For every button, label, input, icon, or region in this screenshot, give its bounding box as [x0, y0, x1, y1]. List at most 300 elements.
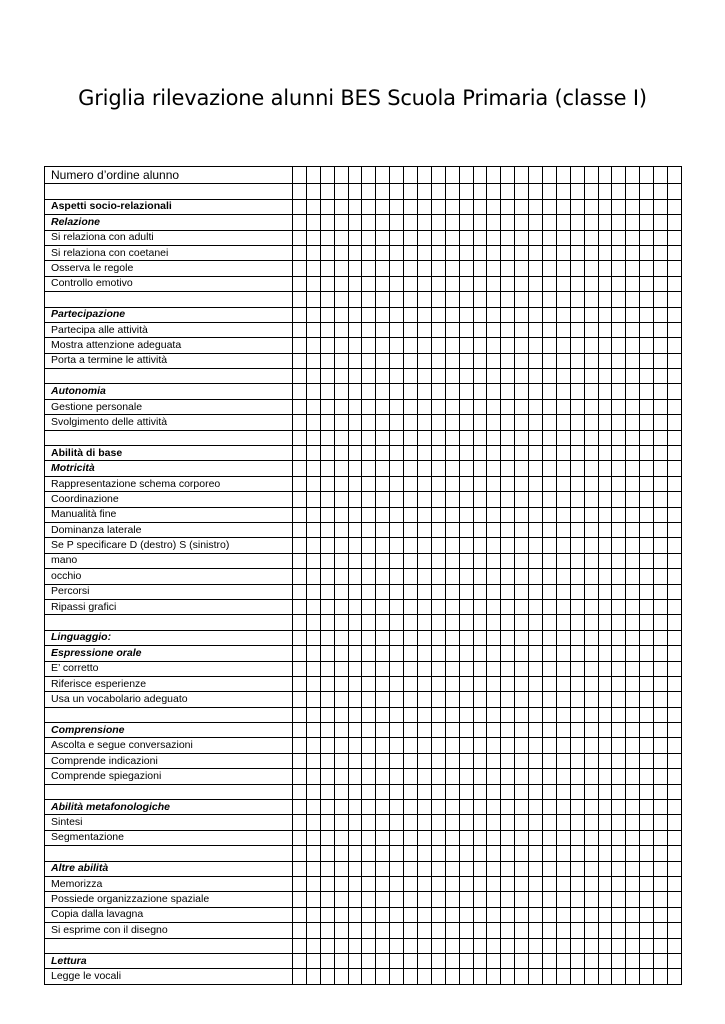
student-cell[interactable]: [362, 307, 376, 322]
student-cell[interactable]: [320, 599, 334, 614]
student-cell[interactable]: [348, 707, 362, 722]
student-cell[interactable]: [431, 723, 445, 738]
student-cell[interactable]: [293, 446, 307, 461]
student-cell[interactable]: [431, 830, 445, 845]
student-cell[interactable]: [556, 507, 570, 522]
student-cell[interactable]: [431, 338, 445, 353]
student-cell[interactable]: [612, 522, 626, 537]
student-cell[interactable]: [293, 353, 307, 368]
student-cell[interactable]: [654, 446, 668, 461]
student-cell[interactable]: [473, 184, 487, 199]
student-cell[interactable]: [431, 907, 445, 922]
student-cell[interactable]: [376, 584, 390, 599]
student-cell[interactable]: [334, 245, 348, 260]
student-cell[interactable]: [654, 738, 668, 753]
student-cell[interactable]: [640, 584, 654, 599]
student-cell[interactable]: [654, 353, 668, 368]
student-cell[interactable]: [334, 569, 348, 584]
student-cell[interactable]: [626, 830, 640, 845]
student-cell[interactable]: [362, 830, 376, 845]
student-cell[interactable]: [293, 538, 307, 553]
student-cell[interactable]: [404, 538, 418, 553]
student-cell[interactable]: [570, 723, 584, 738]
student-cell[interactable]: [306, 599, 320, 614]
student-cell[interactable]: [418, 307, 432, 322]
student-cell[interactable]: [612, 784, 626, 799]
student-cell[interactable]: [431, 492, 445, 507]
student-cell[interactable]: [515, 553, 529, 568]
student-cell[interactable]: [654, 969, 668, 984]
student-cell[interactable]: [515, 230, 529, 245]
student-cell[interactable]: [348, 507, 362, 522]
student-cell[interactable]: [390, 322, 404, 337]
student-cell[interactable]: [556, 599, 570, 614]
student-cell[interactable]: [418, 338, 432, 353]
student-cell[interactable]: [529, 415, 543, 430]
student-cell[interactable]: [376, 723, 390, 738]
student-cell[interactable]: [348, 199, 362, 214]
student-cell[interactable]: [515, 461, 529, 476]
student-cell[interactable]: [293, 615, 307, 630]
student-cell[interactable]: [487, 199, 501, 214]
student-cell[interactable]: [418, 538, 432, 553]
student-cell[interactable]: [529, 338, 543, 353]
student-cell[interactable]: [515, 569, 529, 584]
student-cell[interactable]: [626, 815, 640, 830]
student-cell[interactable]: [584, 599, 598, 614]
student-cell[interactable]: [445, 892, 459, 907]
student-cell[interactable]: [668, 261, 682, 276]
student-cell[interactable]: [626, 876, 640, 891]
student-cell[interactable]: [668, 476, 682, 491]
student-cell[interactable]: [431, 184, 445, 199]
student-cell[interactable]: [515, 538, 529, 553]
student-cell[interactable]: [348, 461, 362, 476]
student-cell[interactable]: [348, 892, 362, 907]
student-cell[interactable]: [598, 584, 612, 599]
student-cell[interactable]: [473, 953, 487, 968]
student-cell[interactable]: [445, 830, 459, 845]
student-cell[interactable]: [556, 661, 570, 676]
student-cell[interactable]: [654, 846, 668, 861]
student-cell[interactable]: [348, 661, 362, 676]
student-cell[interactable]: [459, 492, 473, 507]
student-cell[interactable]: [501, 861, 515, 876]
student-cell[interactable]: [334, 938, 348, 953]
student-cell[interactable]: [612, 738, 626, 753]
student-cell[interactable]: [431, 538, 445, 553]
student-cell[interactable]: [362, 553, 376, 568]
student-cell[interactable]: [640, 476, 654, 491]
student-cell[interactable]: [584, 784, 598, 799]
student-cell[interactable]: [556, 615, 570, 630]
student-cell[interactable]: [543, 738, 557, 753]
student-cell[interactable]: [543, 646, 557, 661]
student-cell[interactable]: [418, 615, 432, 630]
student-cell[interactable]: [418, 507, 432, 522]
student-cell[interactable]: [320, 199, 334, 214]
student-cell[interactable]: [487, 307, 501, 322]
student-cell[interactable]: [529, 953, 543, 968]
student-cell[interactable]: [362, 630, 376, 645]
student-cell[interactable]: [584, 876, 598, 891]
student-cell[interactable]: [529, 923, 543, 938]
student-cell[interactable]: [404, 461, 418, 476]
student-cell[interactable]: [459, 261, 473, 276]
student-cell[interactable]: [501, 399, 515, 414]
student-cell[interactable]: [598, 215, 612, 230]
student-cell[interactable]: [404, 846, 418, 861]
student-cell[interactable]: [543, 830, 557, 845]
student-cell[interactable]: [334, 769, 348, 784]
student-cell[interactable]: [556, 230, 570, 245]
student-cell[interactable]: [418, 630, 432, 645]
student-cell[interactable]: [348, 322, 362, 337]
student-cell[interactable]: [487, 630, 501, 645]
student-cell[interactable]: [556, 415, 570, 430]
student-cell[interactable]: [348, 476, 362, 491]
student-cell[interactable]: [668, 461, 682, 476]
student-cell[interactable]: [626, 307, 640, 322]
student-cell[interactable]: [445, 461, 459, 476]
student-cell[interactable]: [362, 461, 376, 476]
student-cell[interactable]: [668, 630, 682, 645]
student-cell[interactable]: [515, 199, 529, 214]
student-cell[interactable]: [459, 953, 473, 968]
student-cell[interactable]: [320, 507, 334, 522]
student-cell[interactable]: [654, 584, 668, 599]
student-cell[interactable]: [473, 461, 487, 476]
student-cell[interactable]: [431, 276, 445, 291]
student-cell[interactable]: [487, 892, 501, 907]
student-cell[interactable]: [459, 369, 473, 384]
student-cell[interactable]: [654, 723, 668, 738]
student-cell[interactable]: [556, 245, 570, 260]
student-cell[interactable]: [306, 245, 320, 260]
student-cell[interactable]: [515, 769, 529, 784]
student-cell[interactable]: [626, 184, 640, 199]
student-cell[interactable]: [570, 369, 584, 384]
student-cell[interactable]: [598, 430, 612, 445]
student-cell[interactable]: [459, 738, 473, 753]
student-cell[interactable]: [390, 569, 404, 584]
student-cell[interactable]: [362, 692, 376, 707]
student-cell[interactable]: [404, 307, 418, 322]
student-cell[interactable]: [445, 322, 459, 337]
student-cell[interactable]: [376, 199, 390, 214]
student-cell[interactable]: [584, 584, 598, 599]
student-cell[interactable]: [348, 923, 362, 938]
student-cell[interactable]: [334, 953, 348, 968]
student-cell[interactable]: [445, 630, 459, 645]
student-cell[interactable]: [598, 923, 612, 938]
student-cell[interactable]: [334, 800, 348, 815]
student-cell[interactable]: [362, 753, 376, 768]
student-cell[interactable]: [584, 338, 598, 353]
student-cell[interactable]: [404, 569, 418, 584]
student-cell[interactable]: [598, 876, 612, 891]
student-cell[interactable]: [404, 199, 418, 214]
student-cell[interactable]: [529, 692, 543, 707]
student-cell[interactable]: [501, 599, 515, 614]
student-cell[interactable]: [640, 907, 654, 922]
student-cell[interactable]: [543, 876, 557, 891]
student-cell[interactable]: [626, 384, 640, 399]
student-cell[interactable]: [543, 861, 557, 876]
student-cell[interactable]: [654, 184, 668, 199]
student-cell[interactable]: [348, 215, 362, 230]
student-cell[interactable]: [376, 953, 390, 968]
student-cell[interactable]: [445, 784, 459, 799]
student-cell[interactable]: [584, 292, 598, 307]
student-cell[interactable]: [459, 353, 473, 368]
student-cell[interactable]: [459, 476, 473, 491]
student-cell[interactable]: [640, 661, 654, 676]
student-cell[interactable]: [445, 415, 459, 430]
student-cell[interactable]: [404, 415, 418, 430]
student-cell[interactable]: [543, 353, 557, 368]
student-cell[interactable]: [459, 415, 473, 430]
student-cell[interactable]: [487, 338, 501, 353]
student-cell[interactable]: [459, 892, 473, 907]
student-cell[interactable]: [445, 476, 459, 491]
student-cell[interactable]: [320, 800, 334, 815]
student-cell[interactable]: [431, 692, 445, 707]
student-cell[interactable]: [306, 815, 320, 830]
student-cell[interactable]: [348, 723, 362, 738]
student-cell[interactable]: [654, 292, 668, 307]
student-cell[interactable]: [668, 584, 682, 599]
student-cell[interactable]: [543, 953, 557, 968]
student-cell[interactable]: [668, 199, 682, 214]
student-cell[interactable]: [501, 723, 515, 738]
student-cell[interactable]: [348, 615, 362, 630]
student-cell[interactable]: [668, 676, 682, 691]
student-cell[interactable]: [501, 199, 515, 214]
student-cell[interactable]: [640, 369, 654, 384]
student-cell[interactable]: [376, 184, 390, 199]
student-cell[interactable]: [306, 461, 320, 476]
student-cell[interactable]: [334, 538, 348, 553]
student-cell[interactable]: [418, 199, 432, 214]
student-cell[interactable]: [348, 399, 362, 414]
student-cell[interactable]: [418, 923, 432, 938]
student-cell[interactable]: [445, 584, 459, 599]
student-cell[interactable]: [584, 446, 598, 461]
student-cell[interactable]: [431, 553, 445, 568]
student-cell[interactable]: [348, 292, 362, 307]
student-cell[interactable]: [418, 384, 432, 399]
student-cell[interactable]: [556, 707, 570, 722]
student-cell[interactable]: [570, 322, 584, 337]
student-cell[interactable]: [487, 676, 501, 691]
student-cell[interactable]: [418, 907, 432, 922]
student-cell[interactable]: [334, 384, 348, 399]
student-cell[interactable]: [362, 215, 376, 230]
student-cell[interactable]: [626, 723, 640, 738]
student-cell[interactable]: [570, 276, 584, 291]
student-cell[interactable]: [334, 492, 348, 507]
student-cell[interactable]: [556, 476, 570, 491]
student-cell[interactable]: [431, 938, 445, 953]
student-cell[interactable]: [293, 492, 307, 507]
student-cell[interactable]: [598, 769, 612, 784]
student-cell[interactable]: [529, 476, 543, 491]
student-cell[interactable]: [654, 430, 668, 445]
student-cell[interactable]: [418, 769, 432, 784]
student-cell[interactable]: [293, 276, 307, 291]
student-cell[interactable]: [306, 692, 320, 707]
student-cell[interactable]: [529, 322, 543, 337]
student-cell[interactable]: [543, 384, 557, 399]
student-cell[interactable]: [348, 769, 362, 784]
student-cell[interactable]: [612, 167, 626, 184]
student-cell[interactable]: [376, 167, 390, 184]
student-cell[interactable]: [626, 784, 640, 799]
student-cell[interactable]: [543, 307, 557, 322]
student-cell[interactable]: [431, 569, 445, 584]
student-cell[interactable]: [418, 661, 432, 676]
student-cell[interactable]: [515, 167, 529, 184]
student-cell[interactable]: [293, 553, 307, 568]
student-cell[interactable]: [501, 446, 515, 461]
student-cell[interactable]: [306, 630, 320, 645]
student-cell[interactable]: [640, 167, 654, 184]
student-cell[interactable]: [529, 615, 543, 630]
student-cell[interactable]: [598, 369, 612, 384]
student-cell[interactable]: [390, 661, 404, 676]
student-cell[interactable]: [640, 307, 654, 322]
student-cell[interactable]: [390, 676, 404, 691]
student-cell[interactable]: [598, 599, 612, 614]
student-cell[interactable]: [404, 738, 418, 753]
student-cell[interactable]: [598, 199, 612, 214]
student-cell[interactable]: [501, 230, 515, 245]
student-cell[interactable]: [612, 492, 626, 507]
student-cell[interactable]: [612, 353, 626, 368]
student-cell[interactable]: [626, 476, 640, 491]
student-cell[interactable]: [640, 538, 654, 553]
student-cell[interactable]: [320, 553, 334, 568]
student-cell[interactable]: [362, 399, 376, 414]
student-cell[interactable]: [473, 322, 487, 337]
student-cell[interactable]: [584, 753, 598, 768]
student-cell[interactable]: [459, 276, 473, 291]
student-cell[interactable]: [612, 369, 626, 384]
student-cell[interactable]: [654, 953, 668, 968]
student-cell[interactable]: [418, 830, 432, 845]
student-cell[interactable]: [570, 923, 584, 938]
student-cell[interactable]: [431, 384, 445, 399]
student-cell[interactable]: [418, 646, 432, 661]
student-cell[interactable]: [640, 522, 654, 537]
student-cell[interactable]: [515, 492, 529, 507]
student-cell[interactable]: [501, 322, 515, 337]
student-cell[interactable]: [404, 938, 418, 953]
student-cell[interactable]: [515, 322, 529, 337]
student-cell[interactable]: [293, 784, 307, 799]
student-cell[interactable]: [334, 615, 348, 630]
student-cell[interactable]: [431, 507, 445, 522]
student-cell[interactable]: [570, 800, 584, 815]
student-cell[interactable]: [390, 553, 404, 568]
student-cell[interactable]: [668, 953, 682, 968]
student-cell[interactable]: [376, 646, 390, 661]
student-cell[interactable]: [348, 276, 362, 291]
student-cell[interactable]: [556, 584, 570, 599]
student-cell[interactable]: [668, 215, 682, 230]
student-cell[interactable]: [390, 307, 404, 322]
student-cell[interactable]: [431, 676, 445, 691]
student-cell[interactable]: [306, 230, 320, 245]
student-cell[interactable]: [556, 846, 570, 861]
student-cell[interactable]: [293, 707, 307, 722]
student-cell[interactable]: [640, 615, 654, 630]
student-cell[interactable]: [390, 599, 404, 614]
student-cell[interactable]: [362, 184, 376, 199]
student-cell[interactable]: [376, 245, 390, 260]
student-cell[interactable]: [306, 476, 320, 491]
student-cell[interactable]: [570, 261, 584, 276]
student-cell[interactable]: [348, 446, 362, 461]
student-cell[interactable]: [293, 769, 307, 784]
student-cell[interactable]: [543, 322, 557, 337]
student-cell[interactable]: [431, 707, 445, 722]
student-cell[interactable]: [515, 384, 529, 399]
student-cell[interactable]: [473, 599, 487, 614]
student-cell[interactable]: [320, 738, 334, 753]
student-cell[interactable]: [445, 245, 459, 260]
student-cell[interactable]: [390, 461, 404, 476]
student-cell[interactable]: [306, 276, 320, 291]
student-cell[interactable]: [459, 584, 473, 599]
student-cell[interactable]: [334, 784, 348, 799]
student-cell[interactable]: [431, 646, 445, 661]
student-cell[interactable]: [612, 723, 626, 738]
student-cell[interactable]: [320, 769, 334, 784]
student-cell[interactable]: [362, 892, 376, 907]
student-cell[interactable]: [612, 661, 626, 676]
student-cell[interactable]: [404, 167, 418, 184]
student-cell[interactable]: [501, 307, 515, 322]
student-cell[interactable]: [556, 676, 570, 691]
student-cell[interactable]: [404, 245, 418, 260]
student-cell[interactable]: [376, 215, 390, 230]
student-cell[interactable]: [654, 230, 668, 245]
student-cell[interactable]: [654, 784, 668, 799]
student-cell[interactable]: [376, 769, 390, 784]
student-cell[interactable]: [293, 661, 307, 676]
student-cell[interactable]: [306, 753, 320, 768]
student-cell[interactable]: [626, 446, 640, 461]
student-cell[interactable]: [626, 415, 640, 430]
student-cell[interactable]: [418, 738, 432, 753]
student-cell[interactable]: [640, 261, 654, 276]
student-cell[interactable]: [515, 615, 529, 630]
student-cell[interactable]: [612, 692, 626, 707]
student-cell[interactable]: [612, 907, 626, 922]
student-cell[interactable]: [306, 307, 320, 322]
student-cell[interactable]: [570, 553, 584, 568]
student-cell[interactable]: [515, 784, 529, 799]
student-cell[interactable]: [598, 492, 612, 507]
student-cell[interactable]: [640, 353, 654, 368]
student-cell[interactable]: [459, 446, 473, 461]
student-cell[interactable]: [306, 167, 320, 184]
student-cell[interactable]: [362, 230, 376, 245]
student-cell[interactable]: [334, 461, 348, 476]
student-cell[interactable]: [598, 907, 612, 922]
